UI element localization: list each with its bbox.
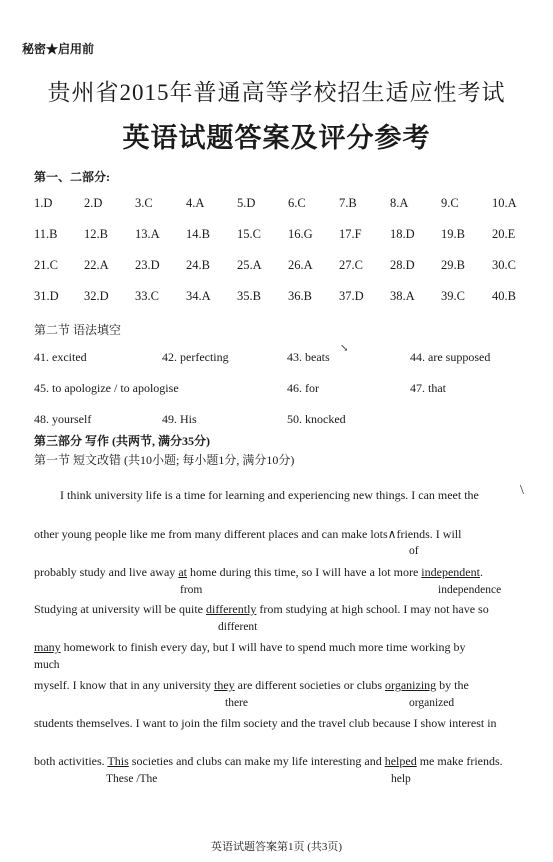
grammar-answer-41: 41. excited bbox=[34, 350, 87, 364]
grammar-answer-45: 45. to apologize / to apologise bbox=[34, 381, 179, 395]
grammar-answer-46: 46. for bbox=[287, 381, 319, 395]
part1-heading: 第一、二部分: bbox=[34, 170, 110, 184]
answer-cell: 40.B bbox=[492, 289, 516, 303]
answer-cell: 3.C bbox=[135, 196, 153, 210]
answer-cell: 17.F bbox=[339, 227, 362, 241]
answer-cell: 33.C bbox=[135, 289, 159, 303]
answer-cell: 28.D bbox=[390, 258, 415, 272]
correction-independence: independence bbox=[438, 584, 502, 596]
essay-line-6: myself. I know that in any university they are different societies or clubs organizing by the bbox=[34, 678, 469, 692]
insertion-caret: ∧ bbox=[387, 527, 397, 541]
answer-cell: 37.D bbox=[339, 289, 364, 303]
pen-mark: ↘ bbox=[340, 343, 349, 354]
essay-line-3: probably study and live away at home during this time, so I will have a lot more independent. bbox=[34, 565, 483, 579]
answer-cell: 10.A bbox=[492, 196, 517, 210]
answer-cell: 15.C bbox=[237, 227, 261, 241]
exam-title: 贵州省2015年普通高等学校招生适应性考试 bbox=[47, 80, 506, 105]
answer-cell: 31.D bbox=[34, 289, 59, 303]
confidential-label: 秘密★启用前 bbox=[22, 42, 95, 56]
answer-cell: 2.D bbox=[84, 196, 103, 210]
page-footer: 英语试题答案第1页 (共3页) bbox=[210, 841, 343, 853]
answer-cell: 39.C bbox=[441, 289, 465, 303]
grammar-answer-42: 42. perfecting bbox=[162, 350, 229, 364]
essay-line-7: students themselves. I want to join the film society and the travel club because I show interest in bbox=[34, 716, 497, 730]
correction-help: help bbox=[391, 773, 411, 785]
answer-row bbox=[34, 196, 534, 227]
answer-cell: 14.B bbox=[186, 227, 210, 241]
correction-organized: organized bbox=[409, 697, 455, 709]
grammar-answer-49: 49. His bbox=[162, 412, 197, 426]
answer-cell: 20.E bbox=[492, 227, 516, 241]
answer-cell: 12.B bbox=[84, 227, 108, 241]
correction-these-the: These /The bbox=[106, 773, 158, 785]
answer-cell: 18.D bbox=[390, 227, 415, 241]
answer-cell: 8.A bbox=[390, 196, 409, 210]
answer-cell: 29.B bbox=[441, 258, 465, 272]
answer-row bbox=[34, 289, 534, 320]
answer-cell: 19.B bbox=[441, 227, 465, 241]
answer-cell: 4.A bbox=[186, 196, 205, 210]
correction-much: much bbox=[34, 659, 60, 671]
answer-cell: 1.D bbox=[34, 196, 53, 210]
correction-there: there bbox=[225, 697, 248, 709]
answer-cell: 32.D bbox=[84, 289, 109, 303]
grammar-answer-44: 44. are supposed bbox=[410, 350, 491, 364]
section2-heading: 第二节 语法填空 bbox=[34, 323, 122, 337]
answer-cell: 34.A bbox=[186, 289, 211, 303]
answer-cell: 16.G bbox=[288, 227, 313, 241]
correction-tick-mark: \ bbox=[520, 483, 524, 498]
answer-cell: 30.C bbox=[492, 258, 516, 272]
correction-from: from bbox=[180, 584, 203, 596]
answer-cell: 6.C bbox=[288, 196, 306, 210]
answer-row bbox=[34, 258, 534, 289]
answer-grid bbox=[34, 196, 534, 320]
part3-heading: 第三部分 写作 (共两节, 满分35分) bbox=[34, 434, 210, 448]
answer-cell: 27.C bbox=[339, 258, 363, 272]
answer-cell: 25.A bbox=[237, 258, 262, 272]
answer-cell: 36.B bbox=[288, 289, 312, 303]
document-subtitle: 英语试题答案及评分参考 bbox=[122, 123, 431, 153]
answer-cell: 7.B bbox=[339, 196, 357, 210]
answer-cell: 21.C bbox=[34, 258, 58, 272]
correction-different: different bbox=[218, 621, 258, 633]
essay-line-8: both activities. This societies and clubs can make my life interesting and helped me make friends. bbox=[34, 754, 503, 768]
grammar-answer-48: 48. yourself bbox=[34, 412, 92, 426]
grammar-answer-43: 43. beats bbox=[287, 350, 330, 364]
answer-cell: 13.A bbox=[135, 227, 160, 241]
answer-cell: 35.B bbox=[237, 289, 261, 303]
answer-cell: 5.D bbox=[237, 196, 256, 210]
answer-cell: 38.A bbox=[390, 289, 415, 303]
answer-cell: 11.B bbox=[34, 227, 58, 241]
essay-line-5: many homework to finish every day, but I will have to spend much more time working by bbox=[34, 640, 466, 654]
essay-line-1: I think university life is a time for learning and experiencing new things. I can meet the bbox=[60, 488, 479, 502]
grammar-answer-50: 50. knocked bbox=[287, 412, 346, 426]
answer-cell: 9.C bbox=[441, 196, 459, 210]
answer-cell: 26.A bbox=[288, 258, 313, 272]
essay-line-4: Studying at university will be quite differently from studying at high school. I may not have so bbox=[34, 602, 489, 616]
answer-cell: 24.B bbox=[186, 258, 210, 272]
answer-cell: 23.D bbox=[135, 258, 160, 272]
correction-of: of bbox=[409, 545, 419, 557]
answer-row bbox=[34, 227, 534, 258]
part3-section1-heading: 第一节 短文改错 (共10小题; 每小题1分, 满分10分) bbox=[34, 453, 295, 467]
answer-cell: 22.A bbox=[84, 258, 109, 272]
grammar-answer-47: 47. that bbox=[410, 381, 446, 395]
essay-line-2: other young people like me from many different places and can make lots∧friends. I will bbox=[34, 527, 462, 541]
